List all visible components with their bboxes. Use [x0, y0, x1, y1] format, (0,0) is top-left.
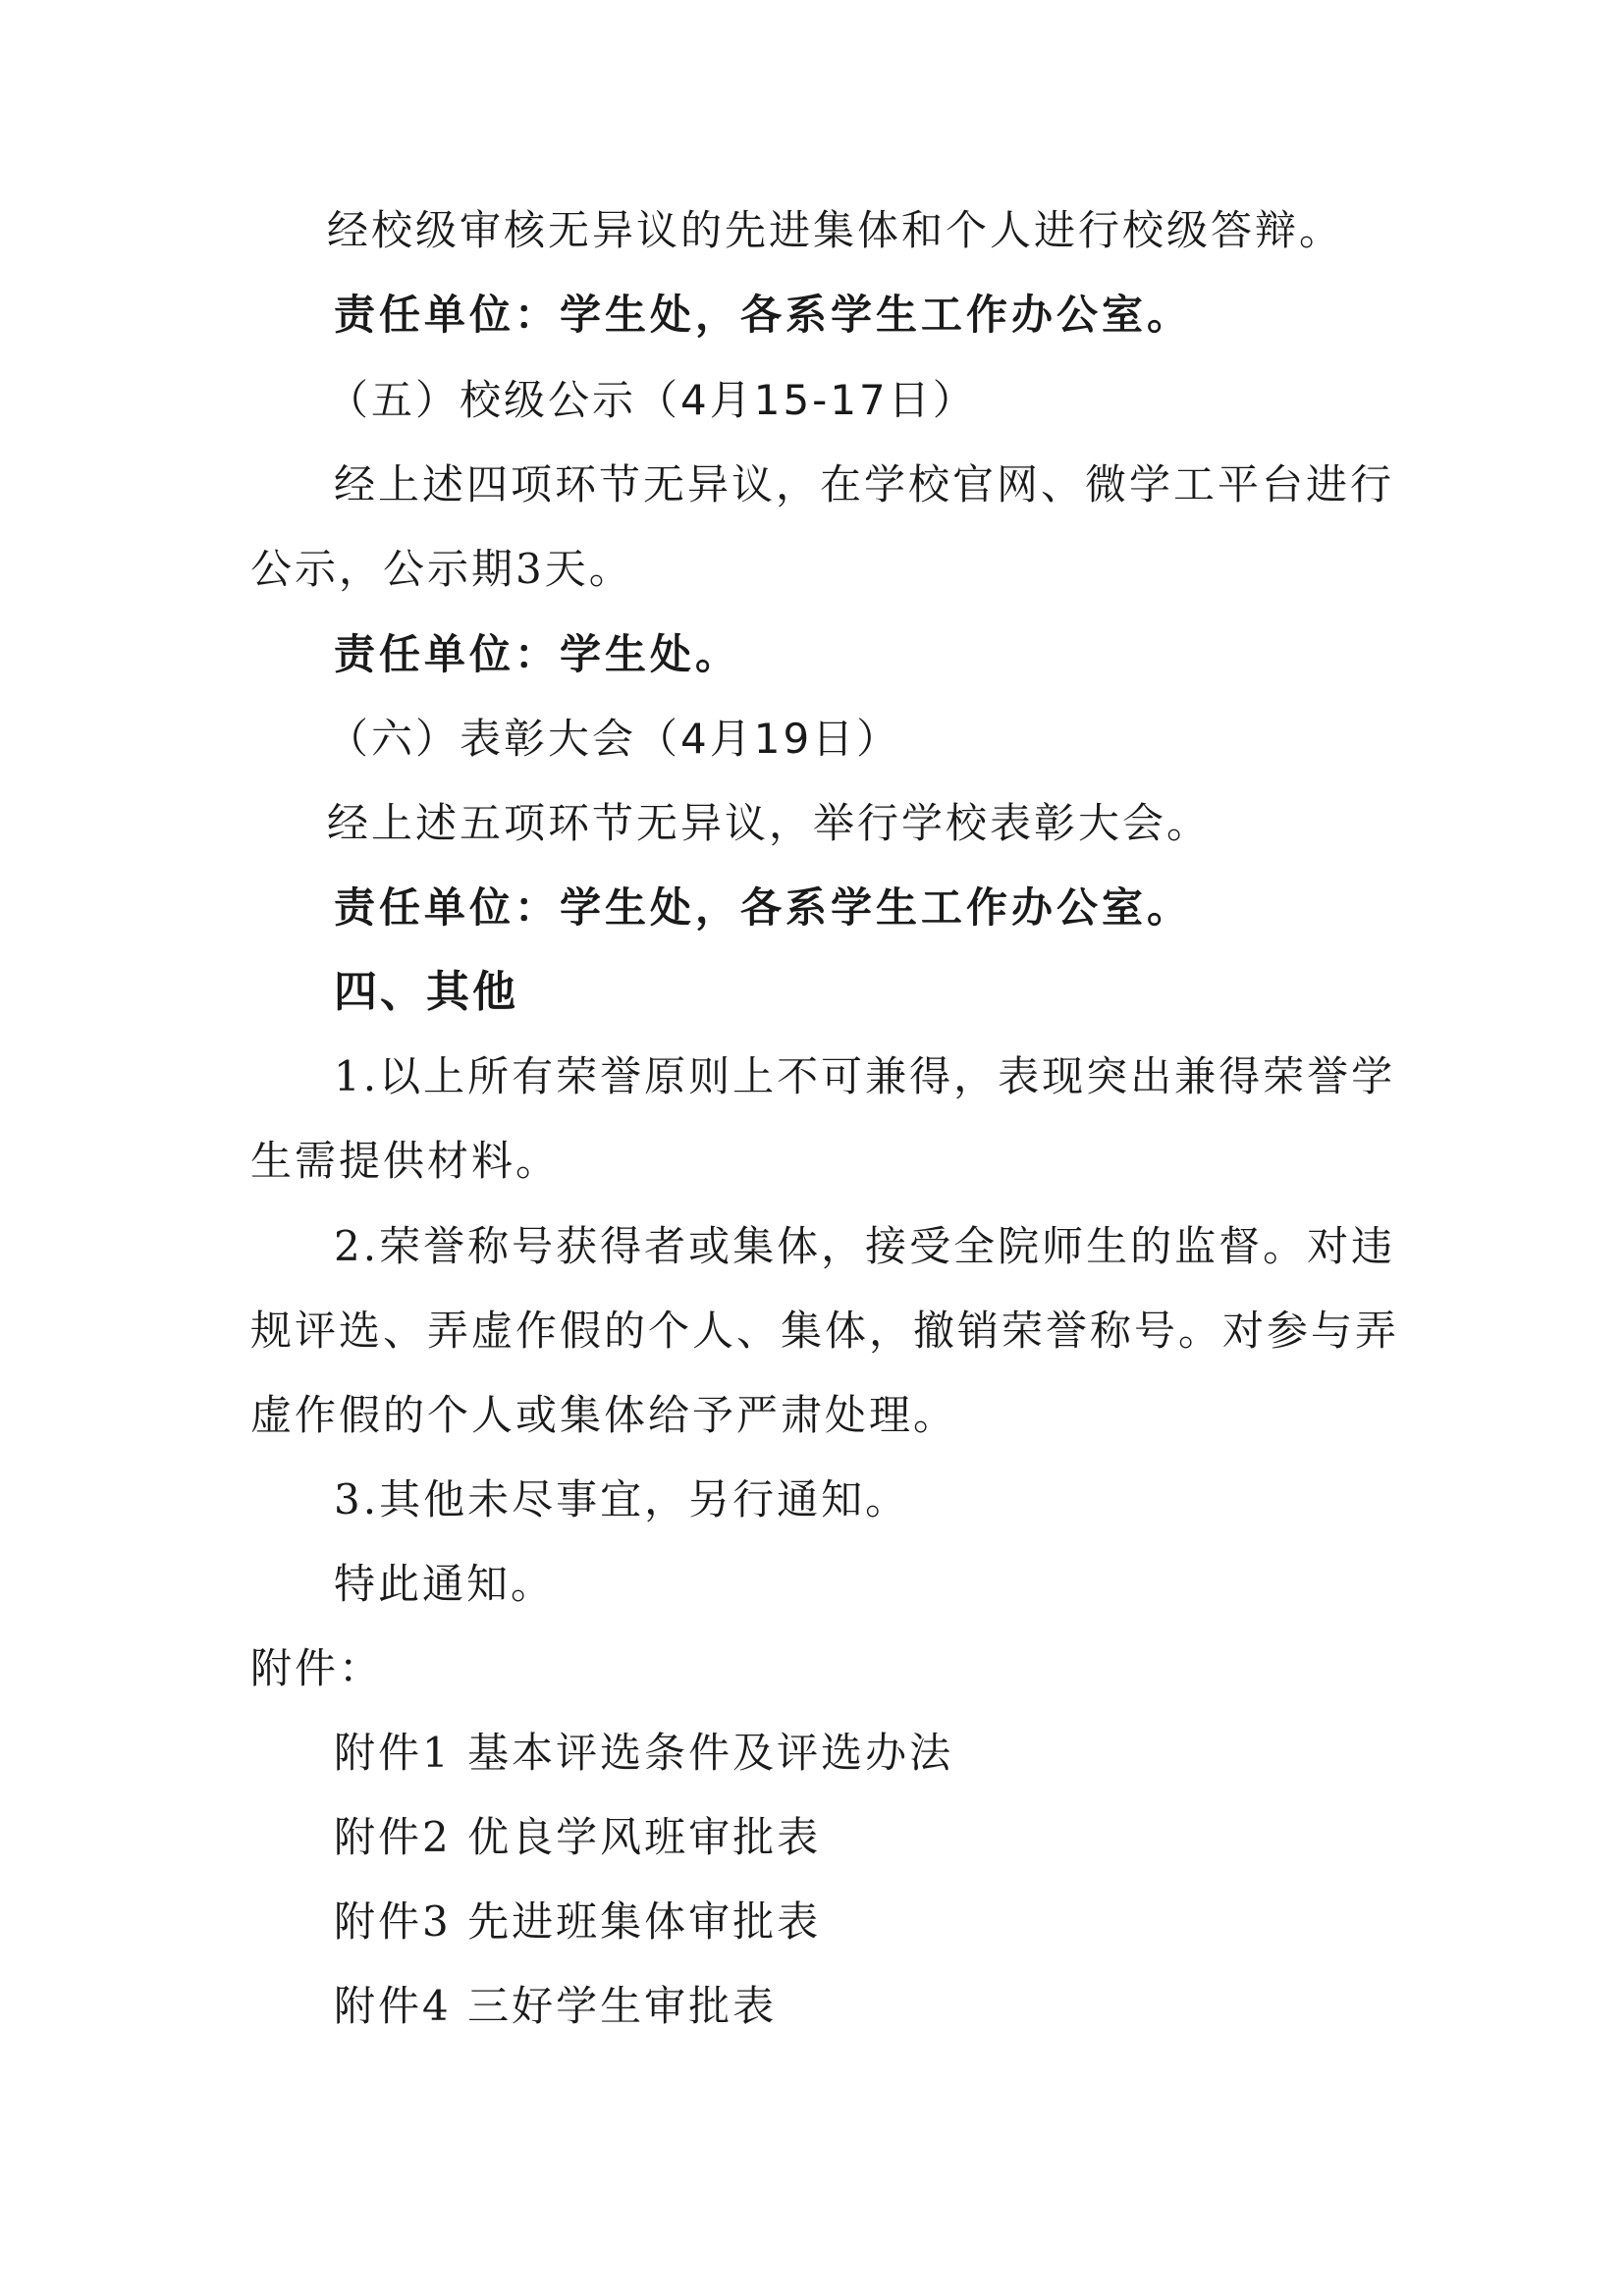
text-line: 虚作假的个人或集体给予严肃处理。	[250, 1391, 958, 1439]
section-subheading: （六）表彰大会（4月19日）	[327, 715, 901, 763]
text-line: 3.其他未尽事宜，另行通知。	[334, 1475, 910, 1523]
responsibility-line: 责任单位：学生处，各系学生工作办公室。	[334, 291, 1193, 339]
attachments-label: 附件：	[250, 1644, 384, 1692]
text-line: 规评选、弄虚作假的个人、集体，撤销荣誉称号。对参与弄	[250, 1307, 1400, 1355]
responsibility-line: 责任单位：学生处，各系学生工作办公室。	[334, 883, 1193, 932]
text-line: 经上述五项环节无异议，举行学校表彰大会。	[327, 799, 1212, 847]
attachment-item: 附件4 三好学生审批表	[334, 1982, 778, 2030]
text-line: 2.荣誉称号获得者或集体，接受全院师生的监督。对违	[334, 1222, 1396, 1270]
section-heading: 四、其他	[334, 967, 518, 1017]
attachment-item: 附件1 基本评选条件及评选办法	[334, 1729, 954, 1777]
text-line: 经上述四项环节无异议，在学校官网、微学工平台进行	[334, 460, 1395, 508]
text-line: 经校级审核无异议的先进集体和个人进行校级答辩。	[327, 206, 1344, 254]
attachment-item: 附件2 优良学风班审批表	[334, 1813, 822, 1861]
attachment-item: 附件3 先进班集体审批表	[334, 1897, 822, 1946]
text-line: 1.以上所有荣誉原则上不可兼得，表现突出兼得荣誉学	[334, 1052, 1396, 1100]
text-line: 特此通知。	[334, 1560, 556, 1608]
section-subheading: （五）校级公示（4月15-17日）	[327, 376, 977, 424]
text-line: 生需提供材料。	[250, 1137, 561, 1185]
text-line: 公示，公示期3天。	[250, 545, 633, 593]
responsibility-line: 责任单位：学生处。	[334, 630, 741, 678]
